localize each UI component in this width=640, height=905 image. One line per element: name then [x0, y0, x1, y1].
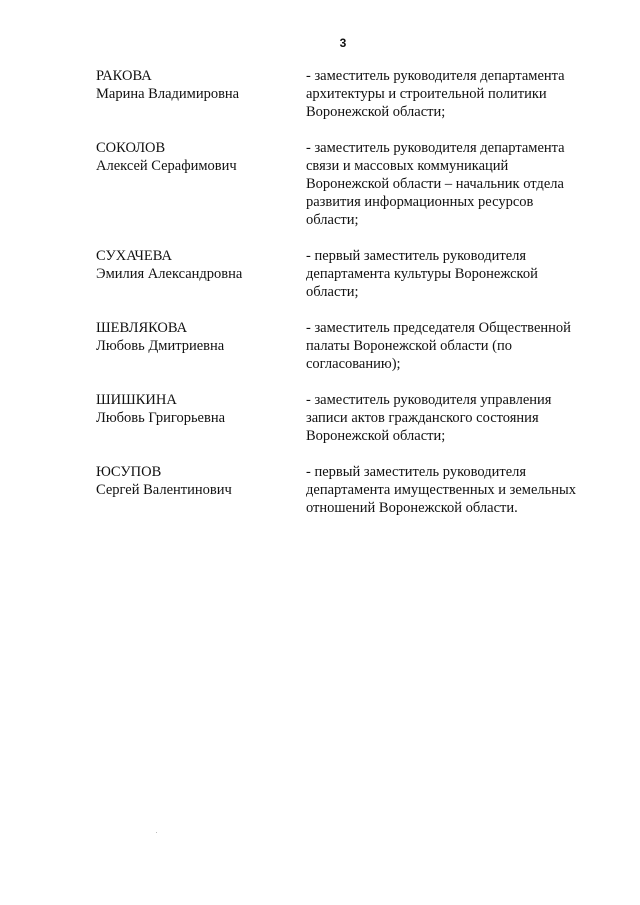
member-surname: ШЕВЛЯКОВА: [96, 320, 188, 336]
member-name: [96, 391, 306, 427]
member-role-line: Воронежской области;: [306, 428, 446, 444]
member-entry: [96, 139, 596, 229]
member-surname: СУХАЧЕВА: [96, 248, 172, 264]
member-name: [96, 247, 306, 283]
member-surname: ЮСУПОВ: [96, 464, 162, 480]
member-role: [306, 139, 596, 229]
member-surname: ШИШКИНА: [96, 392, 177, 408]
page-number: 3: [339, 36, 347, 50]
member-surname: РАКОВА: [96, 68, 152, 84]
member-role-line: Воронежской области;: [306, 104, 446, 120]
member-entry: [96, 319, 596, 373]
member-entry: [96, 67, 596, 121]
member-given-name: Любовь Григорьевна: [96, 410, 226, 426]
member-role-line: - заместитель руководителя управления: [306, 392, 552, 408]
member-entry: [96, 463, 596, 517]
member-role-line: палаты Воронежской области (по: [306, 338, 513, 354]
member-entry: [96, 247, 596, 301]
member-role-line: - заместитель руководителя департамента: [306, 68, 565, 84]
member-role: [306, 463, 596, 517]
member-role: [306, 67, 596, 121]
member-role-line: области;: [306, 284, 359, 300]
member-role-line: развития информационных ресурсов: [306, 194, 534, 210]
member-role-line: области;: [306, 212, 359, 228]
member-name: [96, 319, 306, 355]
member-name: [96, 67, 306, 103]
member-role-line: - первый заместитель руководителя: [306, 248, 527, 264]
member-role-line: записи актов гражданского состояния: [306, 410, 539, 426]
member-given-name: Марина Владимировна: [96, 86, 240, 102]
member-role: [306, 319, 596, 373]
member-given-name: Сергей Валентинович: [96, 482, 232, 498]
member-role-line: - заместитель руководителя департамента: [306, 140, 565, 156]
member-entry: [96, 391, 596, 445]
member-name: [96, 139, 306, 175]
member-role-line: связи и массовых коммуникаций: [306, 158, 509, 174]
member-given-name: Любовь Дмитриевна: [96, 338, 225, 354]
scan-speck: [156, 832, 157, 833]
member-role-line: согласованию);: [306, 356, 401, 372]
member-given-name: Эмилия Александровна: [96, 266, 243, 282]
member-list: [96, 67, 596, 535]
member-role-line: отношений Воронежской области.: [306, 500, 518, 516]
member-name: [96, 463, 306, 499]
member-role-line: архитектуры и строительной политики: [306, 86, 547, 102]
member-role: [306, 391, 596, 445]
member-given-name: Алексей Серафимович: [96, 158, 237, 174]
member-role-line: - заместитель председателя Общественной: [306, 320, 571, 336]
member-surname: СОКОЛОВ: [96, 140, 166, 156]
member-role-line: Воронежской области – начальник отдела: [306, 176, 564, 192]
member-role-line: - первый заместитель руководителя: [306, 464, 527, 480]
member-role-line: департамента культуры Воронежской: [306, 266, 538, 282]
member-role-line: департамента имущественных и земельных: [306, 482, 576, 498]
member-role: [306, 247, 596, 301]
